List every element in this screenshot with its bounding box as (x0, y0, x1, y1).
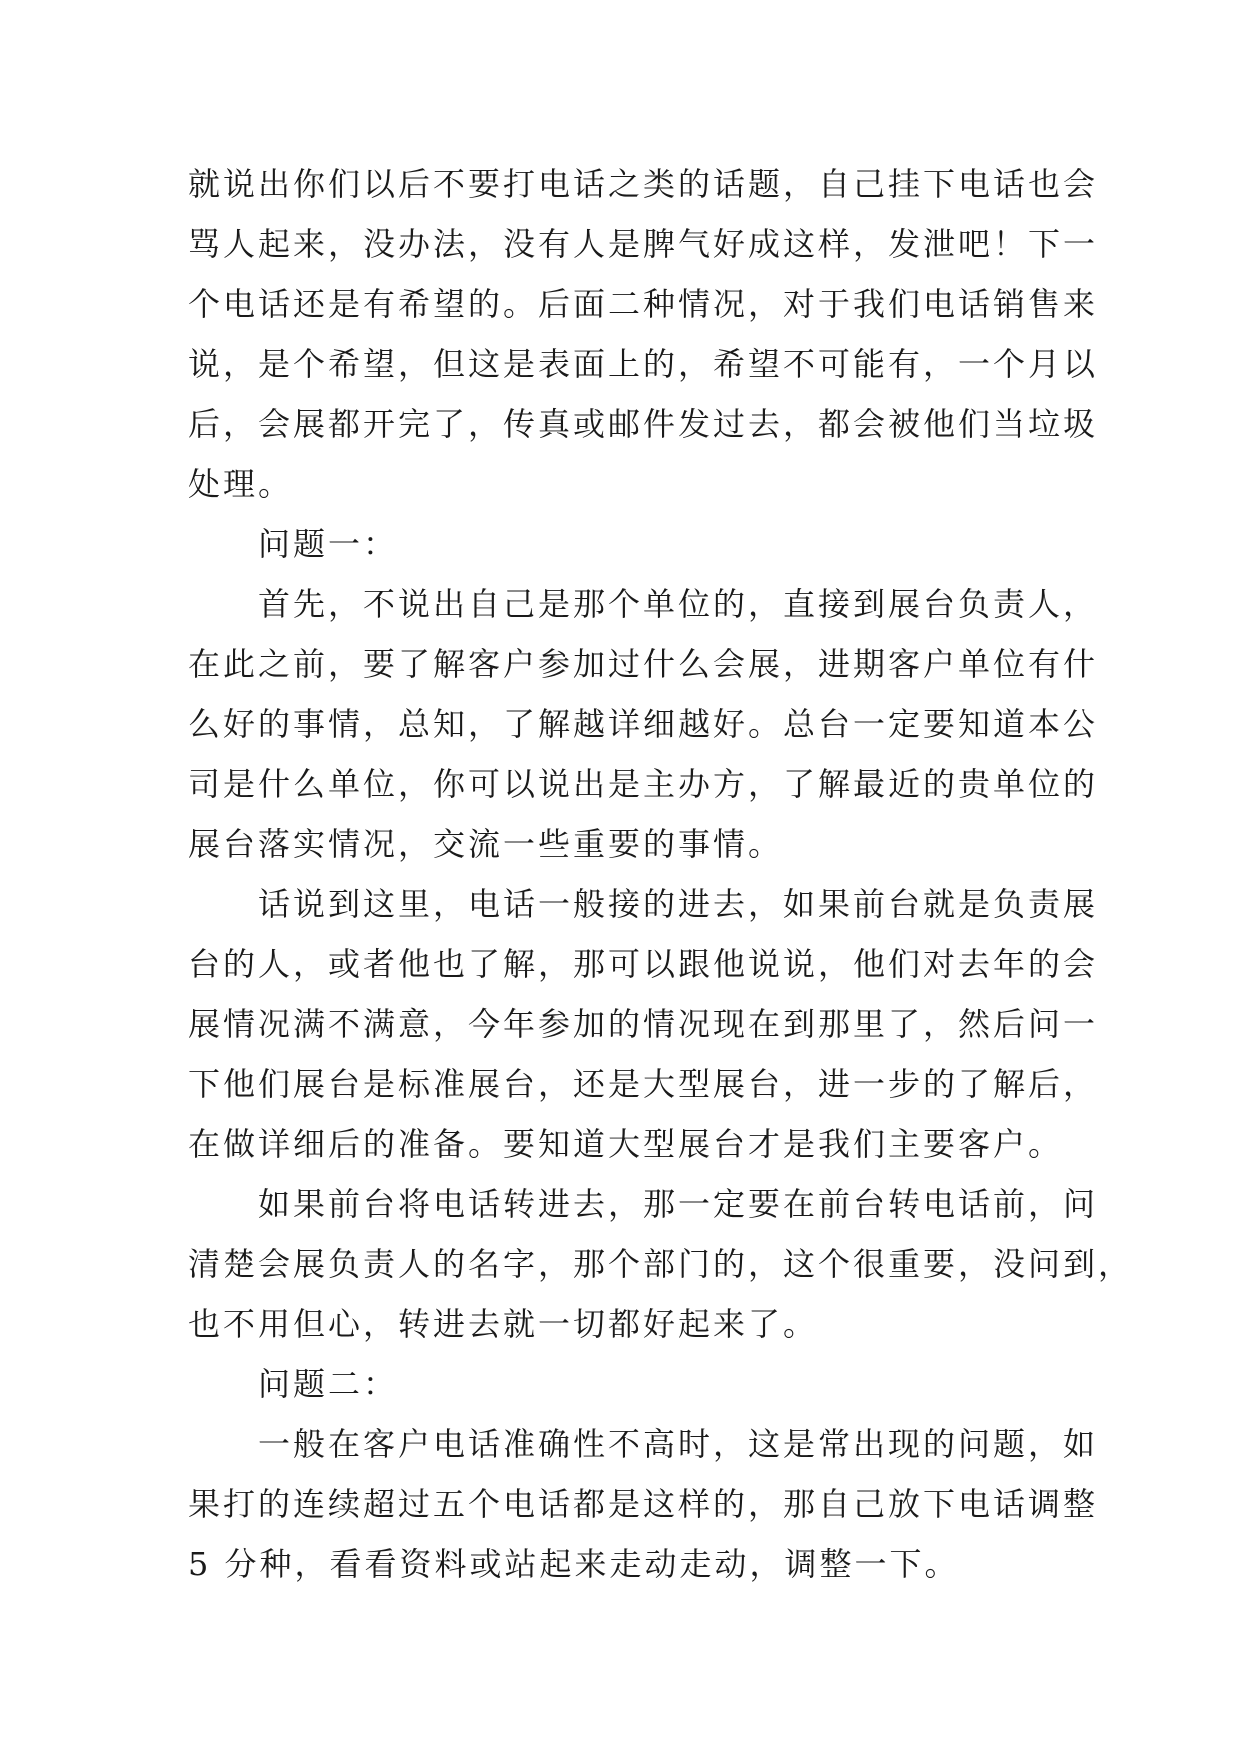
section-heading: 问题一： (188, 525, 399, 563)
body-text (188, 154, 1134, 1594)
text-line: 在做详细后的准备。要知道大型展台才是我们主要客户。 (188, 1125, 1064, 1163)
text-line: 下他们展台是标准展台，还是大型展台，进一步的了解后， (188, 1065, 1099, 1103)
text-line: 也不用但心，转进去就一切都好起来了。 (188, 1305, 819, 1343)
text-line: 展台落实情况，交流一些重要的事情。 (188, 825, 784, 863)
section-heading: 问题二： (188, 1365, 399, 1403)
text-line: 骂人起来，没办法，没有人是脾气好成这样，发泄吧！下一 (188, 225, 1099, 263)
text-line: 个电话还是有希望的。后面二种情况，对于我们电话销售来 (188, 285, 1099, 323)
text-line: 就说出你们以后不要打电话之类的话题，自己挂下电话也会 (188, 165, 1099, 203)
text-line: 么好的事情，总知，了解越详细越好。总台一定要知道本公 (188, 705, 1099, 743)
text-line: 展情况满不满意，今年参加的情况现在到那里了，然后问一 (188, 1005, 1099, 1043)
text-line: 5 分种，看看资料或站起来走动走动，调整一下。 (188, 1545, 960, 1583)
text-line: 如果前台将电话转进去，那一定要在前台转电话前，问 (188, 1185, 1099, 1223)
text-line: 果打的连续超过五个电话都是这样的，那自己放下电话调整 (188, 1485, 1099, 1523)
text-line: 说，是个希望，但这是表面上的，希望不可能有，一个月以 (188, 345, 1099, 383)
text-line: 在此之前，要了解客户参加过什么会展，进期客户单位有什 (188, 645, 1099, 683)
text-line: 首先，不说出自己是那个单位的，直接到展台负责人， (188, 585, 1099, 623)
text-line: 后，会展都开完了，传真或邮件发过去，都会被他们当垃圾 (188, 405, 1099, 443)
text-line: 清楚会展负责人的名字，那个部门的，这个很重要，没问到， (188, 1245, 1134, 1283)
text-line: 司是什么单位，你可以说出是主办方，了解最近的贵单位的 (188, 765, 1099, 803)
text-line: 台的人，或者他也了解，那可以跟他说说，他们对去年的会 (188, 945, 1099, 983)
text-line: 处理。 (188, 465, 294, 503)
text-line: 话说到这里，电话一般接的进去，如果前台就是负责展 (188, 885, 1099, 923)
text-line: 一般在客户电话准确性不高时，这是常出现的问题，如 (188, 1425, 1099, 1463)
